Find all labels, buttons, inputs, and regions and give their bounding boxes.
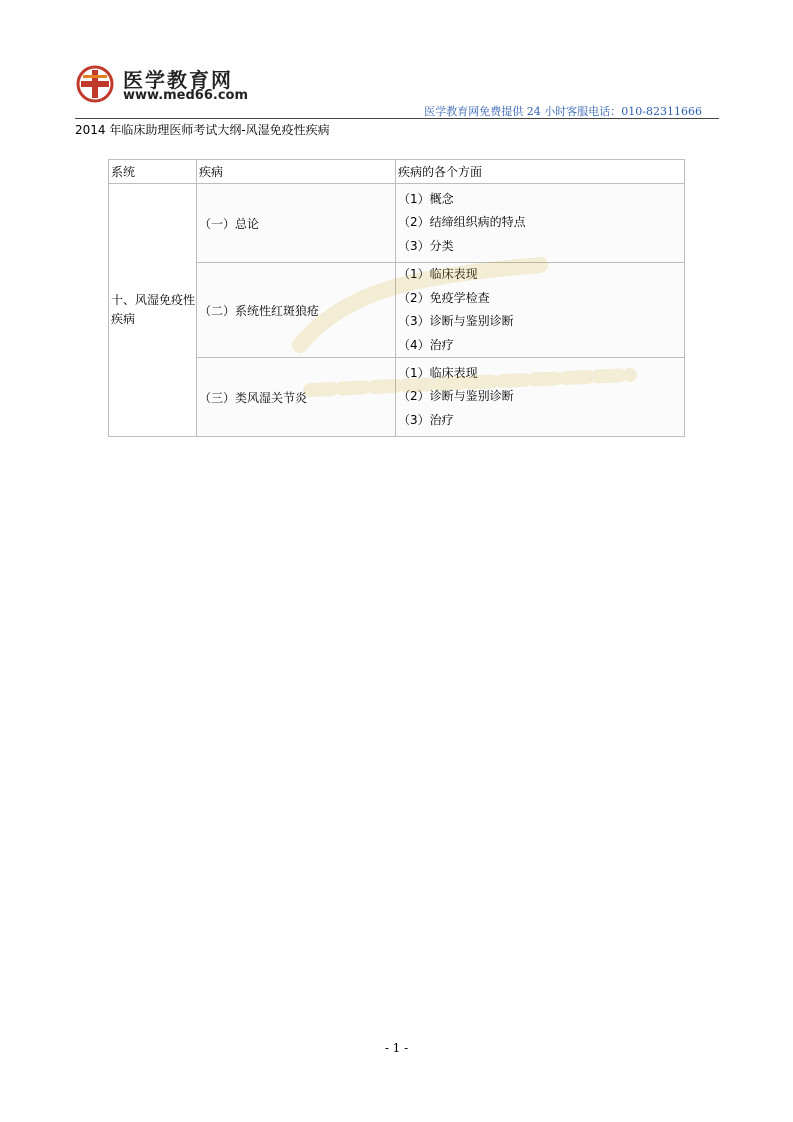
aspect-item: （1）临床表现 — [398, 365, 478, 380]
aspect-item: （3）分类 — [398, 238, 454, 253]
document-title: 2014 年临床助理医师考试大纲-风湿免疫性疾病 — [75, 123, 330, 137]
column-header-disease: 疾病 — [197, 160, 396, 184]
system-cell: 十、风湿免疫性疾病 — [109, 184, 197, 437]
column-header-system: 系统 — [109, 160, 197, 184]
aspects-cell — [396, 184, 685, 263]
disease-cell: （一）总论 — [197, 184, 396, 263]
table-row — [109, 184, 685, 263]
aspect-item: （2）诊断与鉴别诊断 — [398, 389, 514, 404]
disease-cell: （三）类风湿关节炎 — [197, 358, 396, 437]
aspect-item: （2）结缔组织病的特点 — [398, 215, 526, 230]
disease-cell: （二）系统性红斑狼疮 — [197, 263, 396, 358]
site-url: www.med66.com — [123, 88, 249, 103]
aspect-item: （3）诊断与鉴别诊断 — [398, 314, 514, 328]
syllabus-table — [108, 159, 685, 437]
site-name: 医学教育网 — [123, 68, 233, 92]
aspect-item: （3）治疗 — [398, 412, 454, 427]
page-number: - 1 - — [384, 1041, 409, 1055]
header-divider — [75, 118, 719, 119]
aspect-item: （4）治疗 — [398, 337, 454, 352]
aspect-item: （1）概念 — [398, 191, 454, 206]
aspect-item: （2）免疫学检查 — [398, 290, 490, 305]
medical-cross-logo-icon — [75, 64, 119, 104]
hotline-text: 医学教育网免费提供 24 小时客服电话：010-82311666 — [424, 105, 702, 118]
column-header-aspects: 疾病的各个方面 — [396, 160, 685, 184]
table-header-row — [109, 160, 685, 184]
aspects-cell — [396, 358, 685, 437]
aspects-cell — [396, 263, 685, 358]
aspect-item: （1）临床表现 — [398, 267, 478, 281]
site-logo — [75, 62, 265, 110]
